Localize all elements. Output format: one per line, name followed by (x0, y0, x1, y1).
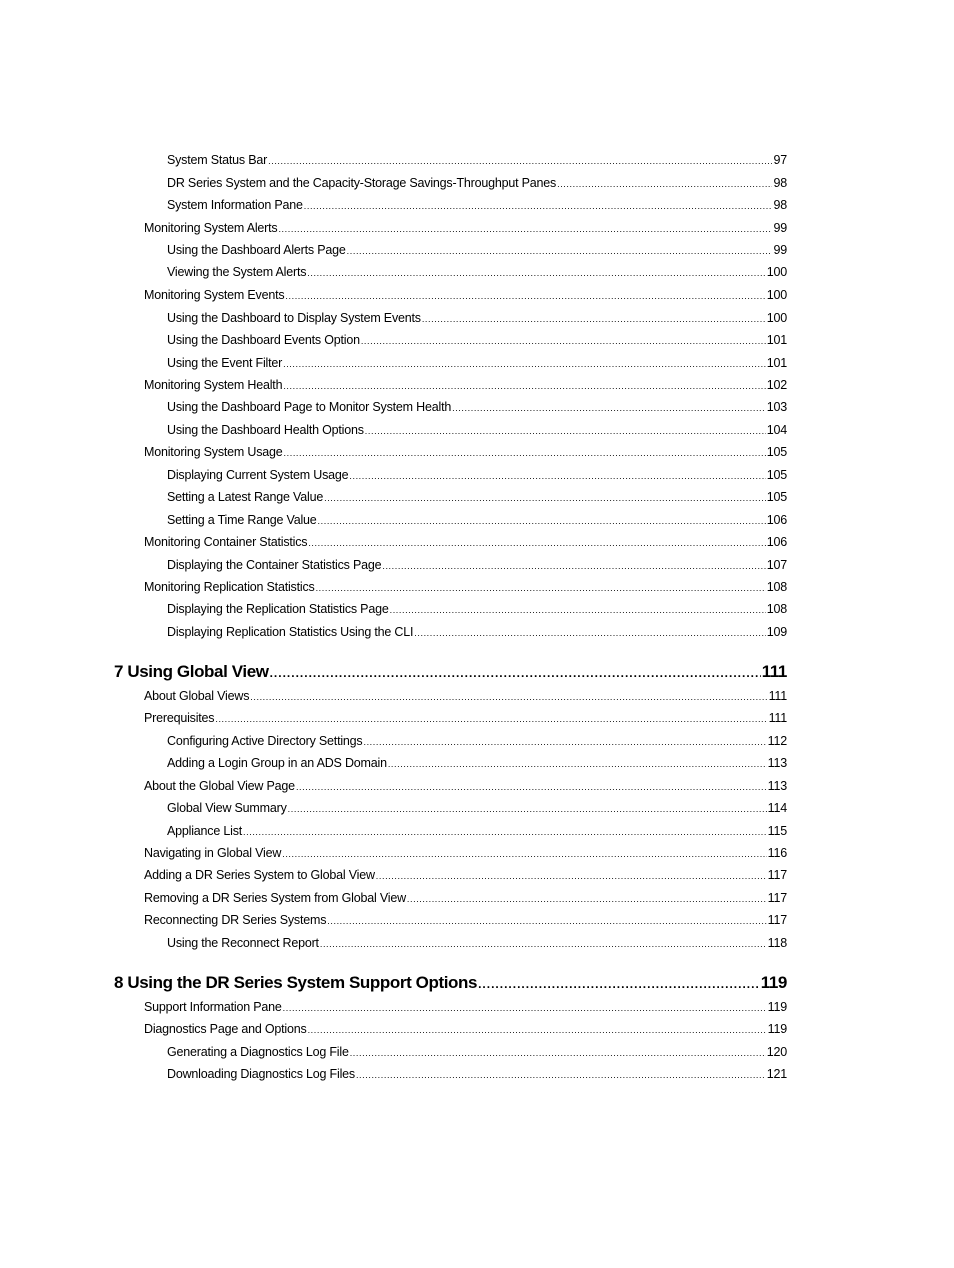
toc-entry-page-number: 105 (766, 445, 787, 459)
toc-entry[interactable] (167, 355, 787, 372)
toc-entry[interactable] (167, 242, 787, 259)
toc-entry-page-number: 113 (767, 756, 787, 770)
toc-entry-title: System Status Bar (167, 153, 268, 167)
toc-entry[interactable] (167, 733, 787, 750)
toc-entry-page-number: 105 (766, 468, 787, 482)
toc-entry-page-number: 97 (773, 153, 787, 167)
dot-leader (284, 445, 766, 461)
toc-entry-title: Navigating in Global View (144, 846, 282, 860)
dot-leader (270, 662, 761, 684)
toc-entry-title: Using the Dashboard Events Option (167, 333, 360, 347)
dot-leader (376, 868, 767, 884)
toc-entry-title: DR Series System and the Capacity-Storage Savings-Throughput Panes (167, 176, 557, 190)
toc-entry-title: Reconnecting DR Series Systems (144, 913, 327, 927)
toc-entry-title: Appliance List (167, 824, 243, 838)
dot-leader (356, 1067, 766, 1083)
dot-leader (308, 1022, 767, 1038)
toc-entry[interactable] (167, 332, 787, 349)
toc-entry-page-number: 119 (767, 1000, 787, 1014)
toc-entry-title: Setting a Time Range Value (167, 513, 317, 527)
toc-entry-title: Monitoring System Usage (144, 445, 283, 459)
toc-entry-title: Configuring Active Directory Settings (167, 734, 363, 748)
toc-entry[interactable] (167, 557, 787, 574)
dot-leader (296, 779, 767, 795)
toc-entry-title: Using the Dashboard to Display System Events (167, 311, 421, 325)
toc-entry-page-number: 99 (773, 221, 787, 235)
toc-entry-page-number: 120 (766, 1045, 787, 1059)
toc-entry-page-number: 113 (767, 779, 787, 793)
toc-entry-title: Displaying the Container Statistics Page (167, 558, 382, 572)
dot-leader (363, 734, 766, 750)
toc-entry-page-number: 111 (761, 662, 787, 681)
dot-leader (283, 356, 766, 372)
toc-entry-title: About Global Views (144, 689, 250, 703)
toc-entry-page-number: 101 (766, 333, 787, 347)
toc-entry-title: Setting a Latest Range Value (167, 490, 324, 504)
toc-entry-page-number: 108 (766, 602, 787, 616)
dot-leader (478, 973, 760, 995)
toc-chapter-entry[interactable] (114, 972, 787, 995)
toc-entry-title: About the Global View Page (144, 779, 295, 793)
toc-entry-page-number: 117 (767, 913, 787, 927)
toc-entry[interactable] (144, 688, 787, 705)
dot-leader (288, 801, 767, 817)
toc-entry[interactable] (167, 264, 787, 281)
dot-leader (278, 221, 772, 237)
toc-entry-page-number: 115 (767, 824, 787, 838)
toc-entry[interactable] (144, 444, 787, 461)
toc-entry-page-number: 116 (767, 846, 787, 860)
dot-leader (268, 153, 772, 169)
dot-leader (382, 558, 765, 574)
toc-entry[interactable] (167, 489, 787, 506)
toc-entry[interactable] (144, 534, 787, 551)
toc-entry-title: Displaying the Replication Statistics Page (167, 602, 389, 616)
toc-entry-page-number: 100 (766, 288, 787, 302)
toc-entry[interactable] (167, 467, 787, 484)
toc-entry[interactable] (167, 755, 787, 772)
dot-leader (304, 198, 773, 214)
dot-leader (349, 468, 765, 484)
toc-entry[interactable] (144, 867, 787, 884)
toc-entry-title: Monitoring System Alerts (144, 221, 278, 235)
toc-entry[interactable] (167, 1044, 787, 1061)
toc-entry-page-number: 100 (766, 311, 787, 325)
dot-leader (250, 689, 767, 705)
dot-leader (388, 756, 767, 772)
toc-entry[interactable] (167, 1066, 787, 1083)
toc-entry[interactable] (144, 220, 787, 237)
dot-leader (422, 311, 766, 327)
toc-entry[interactable] (144, 778, 787, 795)
toc-entry[interactable] (144, 287, 787, 304)
dot-leader (365, 423, 766, 439)
dot-leader (557, 176, 772, 192)
toc-entry-title: Using the Dashboard Page to Monitor System Health (167, 400, 452, 414)
toc-entry-title: Adding a DR Series System to Global View (144, 868, 375, 882)
toc-entry-title: Global View Summary (167, 801, 287, 815)
toc-entry-title: Displaying Replication Statistics Using the CLI (167, 625, 414, 639)
toc-entry-title: Using the Reconnect Report (167, 936, 319, 950)
dot-leader (308, 535, 765, 551)
toc-entry[interactable] (167, 935, 787, 952)
toc-entry-title: Adding a Login Group in an ADS Domain (167, 756, 387, 770)
toc-entry[interactable] (144, 999, 787, 1016)
toc-entry-title: 7 Using Global View (114, 662, 269, 681)
toc-entry-page-number: 104 (766, 423, 787, 437)
toc-entry-title: Monitoring System Events (144, 288, 285, 302)
dot-leader (327, 913, 766, 929)
toc-entry-title: Prerequisites (144, 711, 215, 725)
dot-leader (316, 580, 766, 596)
dot-leader (361, 333, 766, 349)
toc-entry[interactable] (167, 601, 787, 618)
toc-entry-title: Diagnostics Page and Options (144, 1022, 307, 1036)
dot-leader (452, 400, 766, 416)
toc-entry-page-number: 103 (766, 400, 787, 414)
toc-entry[interactable] (144, 377, 787, 394)
toc-entry[interactable] (167, 422, 787, 439)
dot-leader (285, 288, 765, 304)
toc-entry[interactable] (167, 175, 787, 192)
toc-entry-page-number: 111 (768, 711, 787, 725)
toc-entry-page-number: 101 (766, 356, 787, 370)
toc-entry-page-number: 108 (766, 580, 787, 594)
toc-entry-title: Removing a DR Series System from Global View (144, 891, 406, 905)
toc-entry-title: Using the Dashboard Health Options (167, 423, 364, 437)
toc-entry-page-number: 117 (767, 891, 787, 905)
dot-leader (324, 490, 766, 506)
toc-entry[interactable] (167, 310, 787, 327)
toc-entry[interactable] (144, 579, 787, 596)
toc-entry-page-number: 112 (767, 734, 787, 748)
toc-entry-title: Viewing the System Alerts (167, 265, 307, 279)
toc-entry-title: Monitoring Container Statistics (144, 535, 308, 549)
toc-entry-page-number: 99 (773, 243, 787, 257)
dot-leader (407, 891, 767, 907)
toc-entry-title: Using the Event Filter (167, 356, 283, 370)
dot-leader (318, 513, 766, 529)
toc-entry-page-number: 107 (766, 558, 787, 572)
toc-entry-title: Monitoring Replication Statistics (144, 580, 315, 594)
toc-entry[interactable] (167, 624, 787, 641)
toc-entry[interactable] (167, 152, 787, 169)
dot-leader (282, 846, 766, 862)
toc-entry-page-number: 106 (766, 535, 787, 549)
toc-entry-page-number: 98 (773, 176, 787, 190)
toc-entry-page-number: 114 (767, 801, 787, 815)
dot-leader (215, 711, 767, 727)
toc-entry-title: Using the Dashboard Alerts Page (167, 243, 346, 257)
toc-entry-page-number: 109 (766, 625, 787, 639)
toc-entry-page-number: 106 (766, 513, 787, 527)
toc-entry[interactable] (144, 912, 787, 929)
dot-leader (414, 625, 765, 641)
toc-entry[interactable] (144, 710, 787, 727)
toc-entry-title: 8 Using the DR Series System Support Options (114, 973, 478, 992)
toc-entry-title: Displaying Current System Usage (167, 468, 349, 482)
toc-entry-page-number: 111 (768, 689, 787, 703)
toc-entry-page-number: 100 (766, 265, 787, 279)
dot-leader (243, 824, 767, 840)
toc-entry[interactable] (144, 1021, 787, 1038)
toc-entry-page-number: 102 (766, 378, 787, 392)
toc-entry-title: Downloading Diagnostics Log Files (167, 1067, 355, 1081)
dot-leader (307, 265, 765, 281)
toc-entry-page-number: 98 (773, 198, 787, 212)
toc-entry-page-number: 117 (767, 868, 787, 882)
dot-leader (347, 243, 773, 259)
toc-entry-page-number: 119 (760, 973, 787, 992)
toc-entry-page-number: 118 (767, 936, 787, 950)
dot-leader (390, 602, 766, 618)
toc-entry-title: System Information Pane (167, 198, 303, 212)
toc-entry[interactable] (167, 800, 787, 817)
dot-leader (320, 936, 767, 952)
toc-entry[interactable] (167, 399, 787, 416)
toc-entry-page-number: 119 (767, 1022, 787, 1036)
toc-entry[interactable] (167, 823, 787, 840)
toc-entry-page-number: 121 (766, 1067, 787, 1081)
toc-entry-title: Generating a Diagnostics Log File (167, 1045, 349, 1059)
dot-leader (283, 1000, 767, 1016)
toc-chapter-entry[interactable] (114, 661, 787, 684)
toc-entry[interactable] (167, 197, 787, 214)
toc-entry-page-number: 105 (766, 490, 787, 504)
toc-entry-title: Monitoring System Health (144, 378, 283, 392)
toc-entry-title: Support Information Pane (144, 1000, 282, 1014)
dot-leader (283, 378, 765, 394)
dot-leader (350, 1045, 766, 1061)
toc-entry[interactable] (144, 845, 787, 862)
toc-entry[interactable] (144, 890, 787, 907)
toc-entry[interactable] (167, 512, 787, 529)
